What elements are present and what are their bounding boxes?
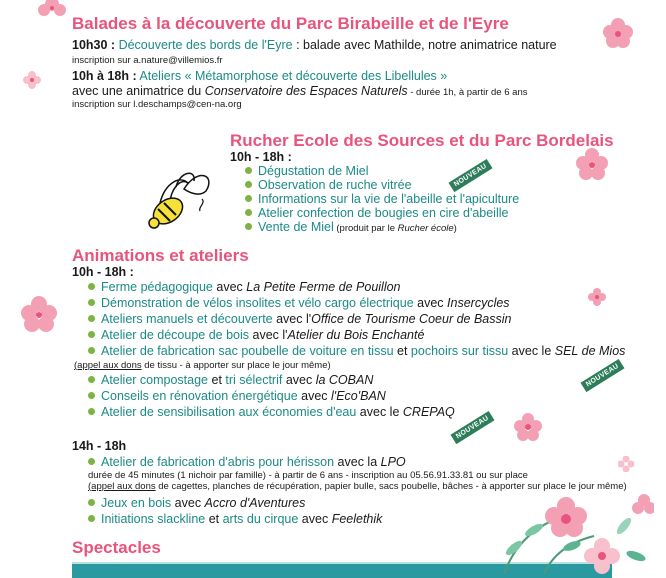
time-label: 10h - 18h : <box>72 265 134 279</box>
list-item: Vente de Miel (produit par le Rucher école) <box>245 220 457 234</box>
bullet-icon <box>88 283 95 290</box>
bullet-icon <box>245 223 252 230</box>
list-item: Conseils en rénovation énergétique avec l'Eco'BAN <box>88 389 386 403</box>
new-badge: NOUVEAU <box>449 159 493 192</box>
list-item: Informations sur la vie de l'abeille et l'apiculture <box>245 192 519 206</box>
list-item: Atelier compostage et tri sélectrif avec la COBAN <box>88 373 373 387</box>
flower-icon <box>22 70 42 90</box>
new-badge: NOUVEAU <box>581 359 625 392</box>
bullet-icon <box>245 167 252 174</box>
bullet-icon <box>88 458 95 465</box>
flower-icon <box>21 296 57 332</box>
activity-line: 10h à 18h : Ateliers « Métamorphose et découverte des Libellules » <box>72 69 448 83</box>
donation-note: (appel aux dons de tissu - à apporter sur place le jour même) <box>74 360 331 371</box>
list-item: Dégustation de Miel <box>245 164 368 178</box>
inscription-note: inscription sur l.deschamps@cen-na.org <box>72 99 242 110</box>
list-item: Atelier de sensibilisation aux économies d'eau avec le CREPAQ <box>88 405 455 419</box>
list-item: Atelier de découpe de bois avec l'Atelier du Bois Enchanté <box>88 328 424 342</box>
section-title: Spectacles <box>72 538 161 557</box>
time-label: 14h - 18h <box>72 439 127 453</box>
new-badge: NOUVEAU <box>451 411 495 444</box>
list-item: Jeux en bois avec Accro d'Aventures <box>88 496 305 510</box>
section-title: Rucher Ecole des Sources et du Parc Bordelais <box>230 131 614 150</box>
inscription-note: inscription sur a.nature@villemios.fr <box>72 55 223 66</box>
floral-decoration-icon <box>474 486 654 576</box>
donation-note: (appel aux dons de cagettes, planches de récupération, papier bulle, sacs poubelle, bâches - à apporter sur place le jour même) <box>88 481 627 492</box>
flower-icon <box>603 18 633 48</box>
list-item: Observation de ruche vitrée <box>245 178 412 192</box>
flower-icon <box>37 0 67 20</box>
section-title: Balades à la découverte du Parc Birabeille et de l'Eyre <box>72 14 509 33</box>
list-item: Démonstration de vélos insolites et vélo cargo électrique avec Insercycles <box>88 296 510 310</box>
section-title: Animations et ateliers <box>72 246 249 265</box>
bullet-icon <box>245 209 252 216</box>
flower-icon <box>576 148 608 180</box>
bullet-icon <box>88 392 95 399</box>
activity-detail: avec une animatrice du Conservatoire des Espaces Naturels - durée 1h, à partir de 6 ans <box>72 84 528 98</box>
list-item: Atelier confection de bougies en cire d'abeille <box>245 206 508 220</box>
list-item: Atelier de fabrication d'abris pour hérisson avec la LPO <box>88 455 406 469</box>
bullet-icon <box>88 499 95 506</box>
bullet-icon <box>88 347 95 354</box>
bullet-icon <box>245 181 252 188</box>
bullet-icon <box>245 195 252 202</box>
list-item: Initiations slackline et arts du cirque avec Feelethik <box>88 512 382 526</box>
list-item: Ateliers manuels et découverte avec l'Office de Tourisme Coeur de Bassin <box>88 312 511 326</box>
bullet-icon <box>88 376 95 383</box>
detail-note: durée de 45 minutes (1 nichoir par famille) - à partir de 6 ans - inscription au 05.56.91.33.81 ou sur place <box>88 470 528 481</box>
bullet-icon <box>88 299 95 306</box>
flower-icon <box>618 456 634 472</box>
flower-icon <box>588 288 606 306</box>
flower-icon <box>514 413 542 441</box>
bullet-icon <box>88 331 95 338</box>
bullet-icon <box>88 515 95 522</box>
list-item: Ferme pédagogique avec La Petite Ferme de Pouillon <box>88 280 401 294</box>
bee-icon <box>140 163 220 231</box>
list-item: Atelier de fabrication sac poubelle de voiture en tissu et pochoirs sur tissu avec le SEL de Mios <box>88 344 625 358</box>
bullet-icon <box>88 315 95 322</box>
time-label: 10h - 18h : <box>230 150 292 164</box>
bullet-icon <box>88 408 95 415</box>
activity-line: 10h30 : Découverte des bords de l'Eyre : balade avec Mathilde, notre animatrice nature <box>72 38 557 52</box>
